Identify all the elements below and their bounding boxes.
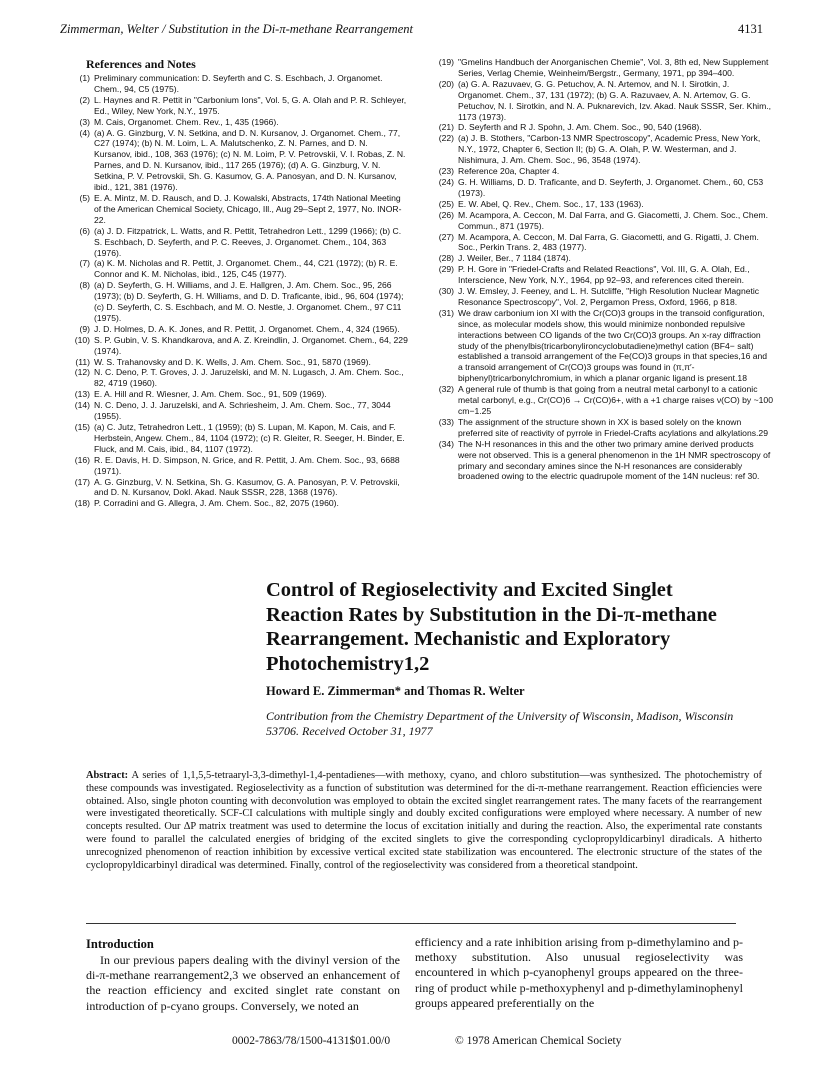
abstract-label: Abstract:: [86, 770, 129, 781]
reference-number: (29): [438, 264, 454, 275]
reference-text: W. S. Trahanovsky and D. K. Wells, J. Am. Chem. Soc., 91, 5870 (1969).: [94, 356, 371, 367]
reference-number: (2): [79, 94, 90, 105]
reference-text: The assignment of the structure shown in XX is based solely on the known preferred site of reactivity of pyrrole in Friedel-Crafts acylations and alkylations.29: [458, 416, 768, 438]
reference-number: (27): [438, 231, 454, 242]
reference-item: [432, 57, 774, 79]
journal-code: 0002-7863/78/1500-4131$01.00/0: [232, 1035, 391, 1047]
references-left-column: [68, 73, 408, 509]
reference-item: [68, 324, 408, 335]
reference-number: (16): [74, 454, 90, 465]
reference-number: (15): [74, 422, 90, 432]
reference-text: We draw carbonium ion XI with the Cr(CO)3 groups in the transoid configuration, since, as molecular models show, this would minimize nonbonded repulsive interactions between CO ligands of the two Cr(CO)3 groups. An x-ray diffraction study of the phenylbis(tricarbonylironcyclobutadiene)methyl cation (BF4− salt) established a transoid arrangement of the Fe(CO)3 groups in that species,16 and a transoid arrangement of Cr(CO)3 groups was found in (π,π′-biphenyl)tricarbonylchromium, in which a planar organic ligand is present.18: [458, 307, 768, 384]
reference-item: [432, 199, 774, 210]
reference-item: [432, 166, 774, 177]
reference-item: [68, 73, 408, 95]
reference-item: [68, 498, 408, 509]
reference-text: Preliminary communication: D. Seyferth and C. S. Eschbach, J. Organomet. Chem., 94, C5 (1975).: [94, 73, 383, 94]
reference-text: A general rule of thumb is that going from a neutral metal carbonyl to a cationic metal carbonyl, e.g., Cr(CO)6 → Cr(CO)6+, with a +1 charge raises ν(CO) by ~100 cm−1.25: [458, 384, 773, 416]
reference-item: [432, 122, 774, 133]
reference-text: E. A. Hill and R. Wiesner, J. Am. Chem. Soc., 91, 509 (1969).: [94, 389, 327, 400]
reference-item: [68, 117, 408, 128]
reference-number: (34): [438, 438, 454, 449]
reference-text: N. C. Deno, J. J. Jaruzelski, and A. Schriesheim, J. Am. Chem. Soc., 77, 3044 (1955).: [94, 400, 391, 422]
copyright-notice: © 1978 American Chemical Society: [455, 1035, 622, 1047]
reference-number: (23): [438, 166, 454, 177]
reference-text: J. Weiler, Ber., 7 1184 (1874).: [458, 253, 571, 264]
running-head: [60, 22, 763, 40]
reference-text: L. Haynes and R. Pettit in "Carbonium Ions", Vol. 5, G. A. Olah and P. R. Schleyer, Ed., Wiley, New York, N.Y., 1975.: [94, 94, 407, 116]
reference-item: [432, 133, 774, 166]
reference-number: (20): [438, 78, 454, 89]
reference-number: (11): [75, 356, 90, 367]
reference-text: P. Corradini and G. Allegra, J. Am. Chem. Soc., 82, 2075 (1960).: [94, 498, 339, 509]
reference-number: (6): [79, 225, 90, 236]
reference-item: [432, 79, 774, 123]
reference-item: [68, 367, 408, 389]
reference-text: D. Seyferth and R J. Spohn, J. Am. Chem. Soc., 90, 540 (1968).: [458, 122, 702, 133]
reference-item: [68, 357, 408, 368]
reference-number: (21): [438, 122, 454, 133]
reference-item: [68, 280, 408, 324]
reference-item: [68, 193, 408, 226]
reference-text: M. Cais, Organomet. Chem. Rev., 1, 435 (1966).: [94, 116, 279, 127]
section-divider: [86, 923, 736, 924]
reference-number: (1): [79, 73, 90, 83]
reference-number: (31): [438, 307, 454, 318]
reference-text: N. C. Deno, P. T. Groves, J. J. Jaruzelski, and M. N. Lugasch, J. Am. Chem. Soc., 82, 4719 (1960).: [94, 367, 404, 389]
reference-number: (18): [74, 498, 90, 509]
reference-number: (9): [79, 323, 90, 334]
reference-number: (5): [79, 192, 90, 203]
reference-number: (13): [74, 389, 90, 400]
reference-text: S. P. Gubin, V. S. Khandkarova, and A. Z. Kreindlin, J. Organomet. Chem., 64, 229 (1974).: [94, 334, 408, 356]
reference-text: (a) G. A. Razuvaev, G. G. Petuchov, A. N. Artemov, and N. I. Sirotkin, J. Organomet. Chem., 37, 131 (1972); (b) G. A. Razuvaev, A. N. Artemov, G. G. Petuchov, N. I. Sirotkin, and N. A. Puknarevich, Izv. Akad. Nauk SSSR, Ser. Khim., 1173 (1973).: [458, 78, 772, 122]
reference-text: (a) K. M. Nicholas and R. Pettit, J. Organomet. Chem., 44, C21 (1972); (b) R. E. Connor and K. M. Nicholas, ibid., 125, C45 (1977).: [94, 258, 398, 280]
reference-item: [432, 286, 774, 308]
reference-number: (10): [74, 334, 90, 345]
reference-item: [432, 210, 774, 232]
reference-number: (32): [438, 384, 454, 395]
reference-text: A. G. Ginzburg, V. N. Setkina, Sh. G. Kasumov, G. A. Panosyan, P. V. Petrovskii, and D. N. Kursanov, Dokl. Akad. Nauk SSSR, 228, 1368 (1976).: [94, 476, 400, 498]
reference-text: E. A. Mintz, M. D. Rausch, and D. J. Kowalski, Abstracts, 174th National Meeting of the American Chemical Society, Chicago, Ill., Aug 29–Sept 2, 1977, No. INOR-22.: [94, 192, 402, 225]
reference-text: "Gmelins Handbuch der Anorganischen Chemie", Vol. 3, 8th ed, New Supplement Series, Verlag Chemie, Weinheim/Bergstr., Germany, 1971, pp 394–400.: [458, 57, 769, 78]
reference-number: (7): [79, 258, 90, 269]
reference-item: [432, 439, 774, 483]
abstract-text: A series of 1,1,5,5-tetraaryl-3,3-dimethyl-1,4-pentadienes—with methoxy, cyano, and chloro substitution—was synthesized. The photochemistry of these compounds was investigated. Regioselectivity as a function of substitution was determined for the di-π-methane rearrangement. Reaction efficiencies were obtained. Also, single photon counting with deconvolution was employed to obtain the excited singlet rearrangement rates. The many facets of the rearrangement were investigated theoretically. SCF-CI calculations with multiple singly and doubly excited configurations were employed where necessary. A number of new concepts resulted. Our ΔP matrix treatment was used to determine the locus of excitation initially and during the reaction. Also, the experimental rate constants were found to parallel the calculated energies of bridging of the excited singlets to give the corresponding cyclopropyldicarbinyl diradicals. A hitherto unrecognized phenomenon of reaction inhibition by excessive vertical excited state stabilization was encountered. The electronic structure of the states of the cyclopropyldicarbinyl diradical was determined. Finally, control of the regioselectivity was considered from a theoretical standpoint.: [86, 770, 762, 871]
reference-number: (17): [74, 476, 90, 487]
article-affiliation: Contribution from the Chemistry Department of the University of Wisconsin, Madison, Wisconsin 53706. Received October 31, 1977: [266, 709, 734, 738]
reference-item: [68, 389, 408, 400]
reference-number: (8): [79, 280, 90, 291]
reference-number: (26): [438, 209, 454, 220]
abstract: [86, 770, 762, 872]
reference-item: [68, 128, 408, 193]
reference-text: The N-H resonances in this and the other two primary amine derived products were not observed. This is a general phenomenon in the 1H NMR spectroscopy of primary and secondary amines since the N-H resonances are considerably broadened owing to the electric quadrupole moment of the 14N nucleus: ref 30.: [458, 438, 771, 482]
reference-number: (14): [74, 400, 90, 411]
reference-item: [68, 258, 408, 280]
article-title: Control of Regioselectivity and Excited Singlet Reaction Rates by Substitution in the Di-π-methane Rearrangement. Mechanistic and Exploratory Photochemistry1,2: [266, 579, 717, 675]
running-title: Zimmerman, Welter / Substitution in the Di-π-methane Rearrangement: [60, 22, 413, 36]
article-authors: Howard E. Zimmerman* and Thomas R. Welter: [266, 684, 525, 698]
reference-item: [432, 384, 774, 417]
references-heading: References and Notes: [86, 57, 196, 71]
reference-text: (a) A. G. Ginzburg, V. N. Setkina, and D. N. Kursanov, J. Organomet. Chem., 77, C27 (1974); (b) N. M. Loim, L. A. Malutschenko, Z. N. Parnes, and D. N. Kursanov, ibid., 108, 363 (1976); (c) N. M. Loim, P. V. Petrovskii, V. I. Robas, Z. N. Parnes, and D. N. Kursanov, ibid., 117 265 (1976); (d) A. G. Ginzburg, V. N. Setkina, P. V. Petrovskii, Sh. G. Kasumov, G. A. Panosyan, and D. N. Kursanov, ibid., 121, 381 (1976).: [94, 127, 406, 193]
reference-number: (24): [438, 176, 454, 187]
reference-number: (19): [438, 57, 454, 67]
introduction-left-text: In our previous papers dealing with the divinyl version of the di-π-methane rearrangement2,3 we observed an enhancement of the reaction efficiency and excited singlet rate constant on introduction of p-cyano groups. Conversely, we noted an: [86, 953, 400, 1013]
page-number: 4131: [738, 22, 763, 36]
reference-text: M. Acampora, A. Ceccon, M. Dal Farra, G. Giacometti, and G. Rigatti, J. Chem. Soc., Perkin Trans. 2, 483 (1977).: [458, 231, 759, 253]
reference-item: [432, 253, 774, 264]
reference-item: [432, 177, 774, 199]
reference-text: Reference 20a, Chapter 4.: [458, 166, 560, 177]
reference-number: (33): [438, 416, 454, 427]
reference-text: J. D. Holmes, D. A. K. Jones, and R. Pettit, J. Organomet. Chem., 4, 324 (1965).: [94, 323, 400, 334]
reference-item: [68, 335, 408, 357]
reference-number: (28): [438, 253, 454, 264]
reference-text: G. H. Williams, D. D. Traficante, and D. Seyferth, J. Organomet. Chem., 60, C53 (1973).: [458, 176, 764, 198]
article-title-block: [266, 578, 746, 676]
reference-number: (22): [438, 133, 454, 144]
reference-item: [432, 232, 774, 254]
reference-item: [68, 477, 408, 499]
reference-text: E. W. Abel, Q. Rev., Chem. Soc., 17, 133 (1963).: [458, 198, 644, 209]
reference-number: (4): [79, 127, 90, 138]
reference-number: (12): [74, 367, 90, 378]
reference-text: (a) C. Jutz, Tetrahedron Lett., 1 (1959); (b) S. Lupan, M. Kapon, M. Cais, and F. Herbstein, Angew. Chem., 84, 1104 (1972); (c) R. Gleiter, R. Seeger, H. Binder, E. Fluck, and M. Cais, ibid., 84, 1107 (1972).: [94, 422, 405, 454]
reference-item: [432, 417, 774, 439]
reference-item: [432, 308, 774, 384]
reference-text: R. E. Davis, H. D. Simpson, N. Grice, and R. Pettit, J. Am. Chem. Soc., 93, 6688 (1971).: [94, 454, 400, 476]
references-right-column: [432, 57, 774, 482]
introduction-heading: Introduction: [86, 937, 154, 951]
reference-item: [68, 422, 408, 455]
reference-text: (a) J. D. Fitzpatrick, L. Watts, and R. Pettit, Tetrahedron Lett., 1299 (1966); (b) C. S. Eschbach, D. Seyferth, and P. C. Reeves, J. Organomet. Chem., 104, 363 (1976).: [94, 225, 402, 258]
reference-text: M. Acampora, A. Ceccon, M. Dal Farra, and G. Giacometti, J. Chem. Soc., Chem. Commun., 871 (1975).: [458, 209, 768, 231]
reference-text: P. H. Gore in "Friedel-Crafts and Related Reactions", Vol. III, G. A. Olah, Ed., Interscience, New York, N.Y., 1964, pp 92–93, and references cited therein.: [458, 264, 750, 286]
introduction-right-text: efficiency and a rate inhibition arising from p-dimethylamino and p-methoxy substitution. Also unusual regioselectivity was encountered in which p-cyanophenyl groups appeared on the three-ring of product while p-methoxyphenyl and p-dimethylaminophenyl groups appeared preferentially on the: [415, 935, 744, 1010]
reference-item: [68, 400, 408, 422]
reference-item: [68, 95, 408, 117]
reference-item: [68, 226, 408, 259]
reference-number: (25): [438, 198, 454, 209]
reference-text: (a) J. B. Stothers, "Carbon-13 NMR Spectroscopy", Academic Press, New York, N.Y., 1972, Chapter 6, Section II; (b) G. A. Olah, P. W. Westerman, and J. Nishimura, J. Am. Chem. Soc., 96, 3548 (1974).: [458, 133, 761, 166]
reference-text: J. W. Emsley, J. Feeney, and L. H. Sutcliffe, "High Resolution Nuclear Magnetic Resonance Spectroscopy", Vol. 2, Pergamon Press, Oxford, 1966, p 818.: [458, 286, 760, 307]
reference-item: [68, 455, 408, 477]
reference-number: (3): [79, 116, 90, 127]
reference-item: [432, 264, 774, 286]
reference-text: (a) D. Seyferth, G. H. Williams, and J. E. Hallgren, J. Am. Chem. Soc., 95, 266 (1973); (b) D. Seyferth, G. H. Williams, and D. D. Traficante, ibid., 96, 604 (1974); (c) D. Seyferth, C. S. Eschbach, and M. O. Nestle, J. Organomet. Chem., 97 C11 (1975).: [94, 280, 404, 323]
reference-number: (30): [438, 286, 454, 297]
